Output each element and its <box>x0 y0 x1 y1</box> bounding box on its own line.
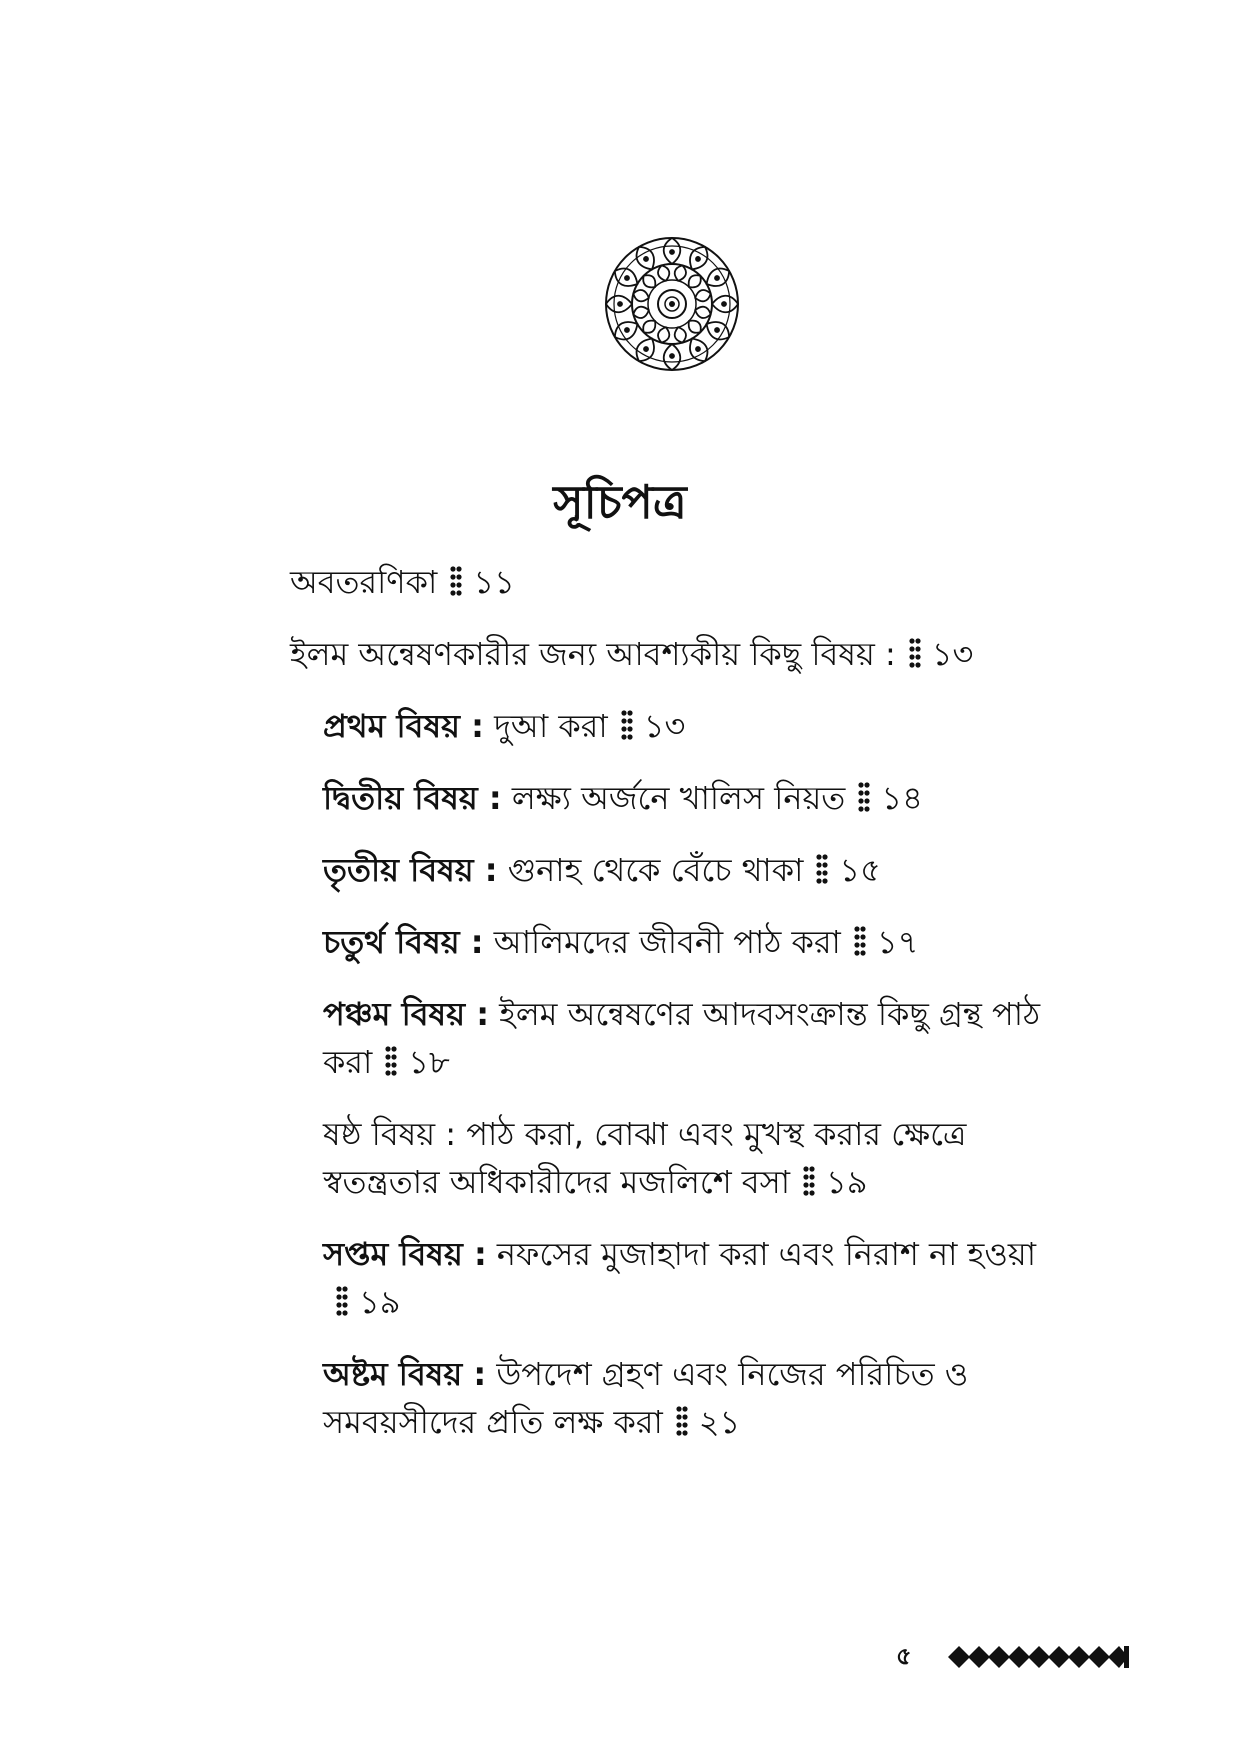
entry-heading: অষ্টম বিষয় : <box>323 1355 487 1393</box>
dotted-separator-icon <box>384 1045 398 1079</box>
entry-text: ইলম অন্বেষণের আদবসংক্রান্ত কিছু গ্রন্থ পাঠ করা <box>323 995 1041 1081</box>
toc-entry-fourth-subject[interactable] <box>323 918 1050 966</box>
entry-text: আলিমদের জীবনী পাঠ করা <box>493 923 841 961</box>
toc-entry-third-subject[interactable] <box>323 846 1050 894</box>
toc-entry-first-subject[interactable] <box>323 702 1050 750</box>
dotted-separator-icon <box>802 1165 816 1199</box>
entry-heading: দ্বিতীয় বিষয় : <box>323 779 502 817</box>
page-ref: ১১ <box>473 563 515 601</box>
entry-text: উপদেশ গ্রহণ এবং নিজের পরিচিত ও সমবয়সীদের প্রতি লক্ষ করা <box>323 1355 969 1441</box>
toc-entry-fifth-subject[interactable] <box>323 990 1050 1086</box>
mandala-ornament-icon <box>600 232 744 376</box>
toc-entry-seventh-subject[interactable] <box>323 1230 1050 1326</box>
toc-entry-sixth-subject[interactable] <box>323 1110 1050 1206</box>
entry-text: দুআ করা <box>494 707 608 745</box>
page-ref: ১৫ <box>839 851 881 889</box>
page-ref: ১৩ <box>643 707 686 745</box>
toc-entry-second-subject[interactable] <box>323 774 1050 822</box>
dotted-separator-icon <box>620 709 634 743</box>
entry-text: গুনাহ থেকে বেঁচে থাকা <box>507 851 804 889</box>
dotted-separator-icon <box>815 853 829 887</box>
page-ref: ১৩ <box>931 635 974 673</box>
dotted-separator-icon <box>853 925 867 959</box>
entry-text: নফসের মুজাহাদা করা এবং নিরাশ না হওয়া <box>496 1235 1037 1273</box>
entry-text: ইলম অন্বেষণকারীর জন্য আবশ্যকীয় কিছু বিষয় : <box>290 635 896 673</box>
page-ref: ১৮ <box>408 1043 450 1081</box>
dotted-separator-icon <box>857 781 871 815</box>
table-of-contents <box>290 558 1050 1470</box>
toc-entry-introduction[interactable] <box>290 558 1050 606</box>
page-ref: ১৯ <box>359 1283 401 1321</box>
dotted-separator-icon <box>675 1405 689 1439</box>
entry-heading: চতুর্থ বিষয় : <box>323 923 484 961</box>
page-ref: ১৯ <box>826 1163 868 1201</box>
entry-heading: পঞ্চম বিষয় : <box>323 995 489 1033</box>
dotted-separator-icon <box>449 565 463 599</box>
page-number: ৫ <box>896 1642 912 1670</box>
toc-entry-required-subjects[interactable] <box>290 630 1050 678</box>
entry-text: ষষ্ঠ বিষয় : পাঠ করা, বোঝা এবং মুখস্থ করার ক্ষেত্রে স্বতন্ত্রতার অধিকারীদের মজলিশে বসা <box>323 1115 967 1201</box>
page-ref: ১৪ <box>881 779 923 817</box>
dotted-separator-icon <box>908 637 922 671</box>
page-footer <box>0 1638 1240 1678</box>
page-ref: ১৭ <box>876 923 919 961</box>
page-ref: ২১ <box>698 1403 741 1441</box>
entry-text: অবতরণিকা <box>290 563 438 601</box>
diamond-border-icon <box>948 1644 1130 1670</box>
entry-heading: তৃতীয় বিষয় : <box>323 851 498 889</box>
dotted-separator-icon <box>335 1285 349 1319</box>
toc-title: সূচিপত্র <box>553 475 687 529</box>
toc-entry-eighth-subject[interactable] <box>323 1350 1050 1446</box>
entry-heading: সপ্তম বিষয় : <box>323 1235 487 1273</box>
entry-text: লক্ষ্য অর্জনে খালিস নিয়ত <box>511 779 846 817</box>
entry-heading: প্রথম বিষয় : <box>323 707 484 745</box>
